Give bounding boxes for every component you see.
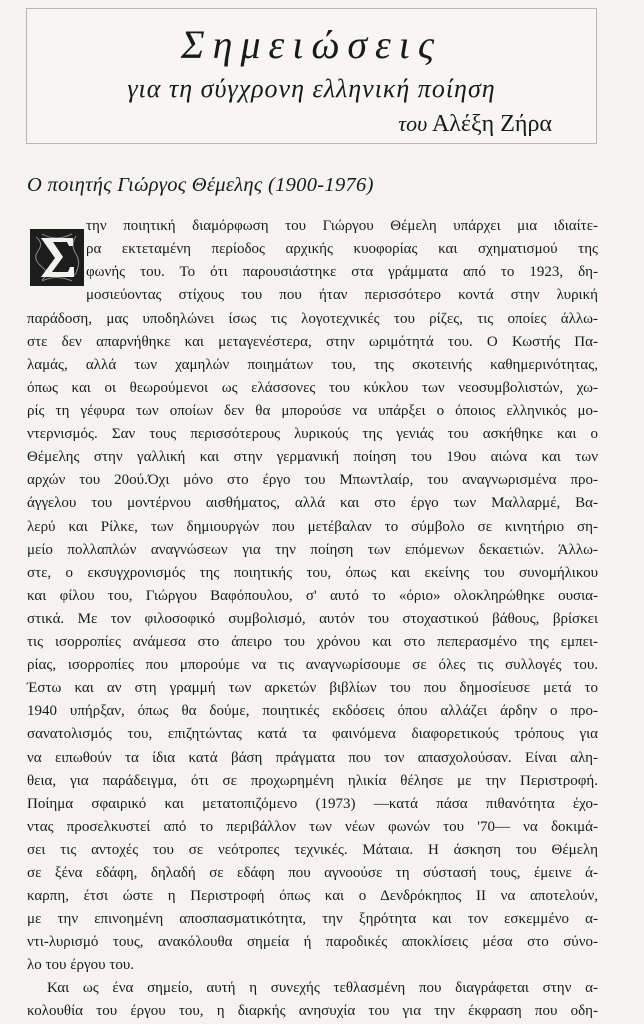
text-line: ρίας, ισορροπίες που μπορούμε να τις αναγνωρίσουμε σε όλες τις συλλογές του. [27, 657, 598, 673]
text-line: την ποιητική διαμόρφωση του Γιώργου Θέμελη υπάρχει μια ιδιαίτε- [86, 218, 598, 234]
text-line: μοσιεύοντας στίχους του που ήταν περισσότερο κοντά στην λυρική [86, 287, 598, 303]
section-title: Ο ποιητής Γιώργος Θέμελης (1900-1976) [27, 174, 374, 196]
text-line: άγγελου του μοντέρνου αισθήματος, αλλά και στο έργο των Μαλλαρμέ, Βα- [27, 495, 598, 511]
text-line: 1940 υπήρξαν, όπως θα δούμε, ποιητικές εκδόσεις όπου αλλάζει άρδην ο προ- [27, 703, 598, 719]
text-line: στε δεν απαρνήθηκε και μεταγενέστερα, στην ωριμότητά του. Ο Κωστής Πα- [27, 334, 598, 350]
article-subtitle: για τη σύγχρονη ελληνική ποίηση [127, 74, 496, 103]
text-line: καρπη, έτσι ώστε η Περιστροφή όπως και ο Δενδρόκηπος ΙΙ να αποτελούν, [27, 888, 598, 904]
text-line: φωνής του. Το ότι παρουσιάστηκε στα γράμματα από το 1923, δη- [86, 264, 598, 280]
byline [398, 111, 552, 138]
text-line: σε ξένα εδάφη, δηλαδή σε εδάφη που αγνοούσε τη σύστασή τους, έμεινε ά- [27, 865, 598, 881]
author-name: Αλέξη Ζήρα [431, 111, 552, 137]
header-box [26, 8, 597, 144]
text-line: σανατολισμός του, επιζητώντας κατά τα φαινόμενα διαφορετικούς τρόπους για [27, 726, 598, 742]
text-line: ντερνισμός. Σαν τους περισσότερους λυρικούς της γενιάς του ασκήθηκε και ο [27, 426, 598, 442]
article-title: Σημειώσεις [180, 22, 443, 67]
text-line: κολουθία του έργου του, η διαρκής ανησυχία του για την έκφραση που οδη- [27, 1003, 598, 1019]
text-line: να ειπωθούν τα ίδια κατά βάση πράγματα που τον απασχολούσαν. Είναι αλη- [27, 750, 598, 766]
text-line: Θέμελης στην γαλλική και στην γερμανική ποίηση του 19ου αιώνα και των [27, 449, 598, 465]
text-line: σει τις αντοχές του σε νεότροπες τεχνικές. Μάταια. Η άσκηση του Θέμελη [27, 842, 598, 858]
text-line: λαμάς, αλλά των χαμηλών ποιημάτων του, της σκοτεινής καθημερινότητας, [27, 357, 598, 373]
text-line: με την επινοημένη αποσπασματικότητα, την ξηρότητα και τον εσκεμμένο α- [27, 911, 598, 927]
text-line: ντας προσελκυστεί από το περιβάλλον των νέων φωνών του '70— να δοκιμά- [27, 819, 598, 835]
text-line: ρα εκτεταμένη περίοδος αρχικής κυοφορίας και σχηματισμού της [86, 241, 598, 257]
text-line: λερύ και Ρίλκε, των δημιουργών που μετέβαλαν το σύμβολο σε κινητήριο ση- [27, 519, 598, 535]
dropcap-sigma-icon [32, 231, 82, 284]
text-line: Έστω και αν στη γραμμή των αρκετών βιβλίων του που δημοσίευσε μετά το [27, 680, 598, 696]
text-line: ντι-λυρισμό τους, ανακόλουθα σημεία ή παροδικές αποκλίσεις μέσα στο σύνο- [27, 934, 598, 950]
dropcap-ornament [30, 229, 84, 286]
text-line: λο του έργου του. [27, 957, 135, 973]
byline-prefix: του [398, 111, 428, 136]
text-line: μείο πολλαπλών αναγνώσεων για την ποίηση των επόμενων δεκαετιών. Άλλω- [27, 542, 598, 558]
text-line: στικά. Με τον φιλοσοφικό συμβολισμό, αυτόν του στοχαστικού βάθους, βρίσκει [27, 611, 598, 627]
text-line: όπως και οι θεωρούμενοι ως ελάσσονες του κύκλου των νεοσυμβολιστών, χω- [27, 380, 598, 396]
text-line: τις ισορροπίες ανάμεσα στο άπειρο του χρόνου και στο πεπερασμένο της εμπει- [27, 634, 598, 650]
text-line: ρίς τη γέφυρα των οποίων δεν θα μπορούσε να υπάρξει ο όποιος ελληνικός μο- [27, 403, 598, 419]
text-line: θεια, για παράδειγμα, ότι σε προχωρημένη ηλικία θέλησε με την Περιστροφή. [27, 773, 598, 789]
text-line: Ποίημα σφαιρικό και μετατοπιζόμενο (1973) —κατά πάσα πιθανότητα έχο- [27, 796, 598, 812]
text-line: στε, ο εκσυγχρονισμός της ποιητικής του, όπως και εκείνης του συνομήλικου [27, 565, 598, 581]
text-line: παράδοση, μας υποδηλώνει ίσως τις λογοτεχνικές του ρίζες, τις οποίες άλλω- [27, 311, 598, 327]
text-line: Και ως ένα σημείο, αυτή η συνεχής τεθλασμένη που διαγράφεται στην α- [47, 980, 598, 996]
text-line: αρχών του 20ού.Όχι μόνο στο έργο του Μπωντλαίρ, του αναγνωρισμένα προ- [27, 472, 598, 488]
text-line: και φίλου του, Γιώργου Βαφόπουλου, σ' αυτό το «όριο» ολοκληρώθηκε ουσια- [27, 588, 598, 604]
